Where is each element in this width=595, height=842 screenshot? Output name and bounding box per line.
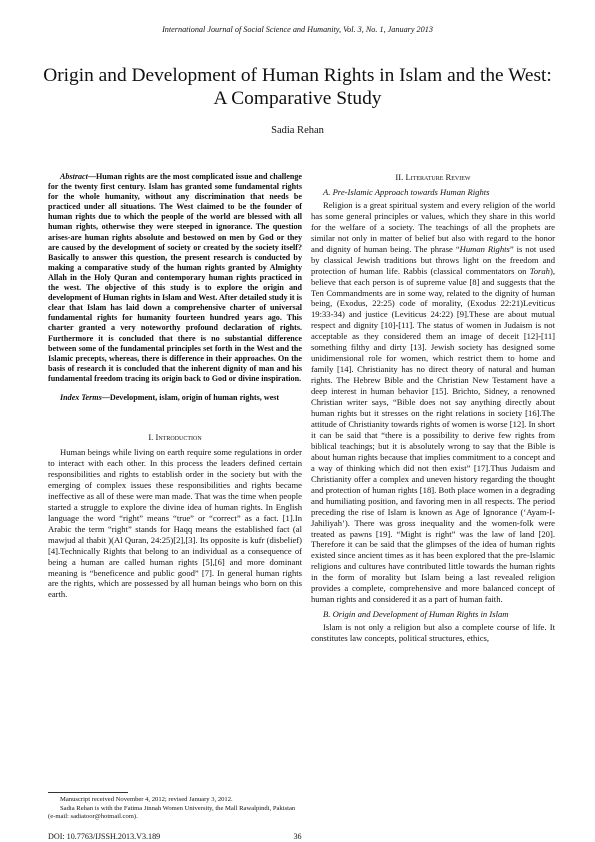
author-name: Sadia Rehan [271, 125, 324, 136]
abstract-text: —Human rights are the most complicated issue and challenge for the twenty first century. Islam has granted some fundamental rights for the whole humanity, without any discrimination that needs be practiced under all situations. The West claimed to be the founder of human rights due to which the people of the world are blessed with all human rights, otherwise they were steeped in ignorance. The question arises-are human rights absolute and bestowed on men by God or they are caused by the development of society or created by the society itself? Basically to answer this question, the present research is conducted by making a comparative study of the human rights granted by Almighty Allah in the Holy Quran and contemporary human rights practiced in the west. The objective of this study is to explore the origin and development of Human rights in Islam and West. After detailed study it is clear that Islam has laid down a comprehensive charter of universal fundamental rights for humanity fourteen hundred years ago. This charter granted a very noteworthy profound declaration of rights. Furthermore it is concluded that there is no substantial difference between some of the fundamental principles set forth in the West and the Islamic precepts, whereas, there is difference in their approaches. On the basis of research it is concluded that the inherent dignity of man and his fundamental freedom tracing its origin back to God or divine inspiration. [48, 172, 302, 383]
section-numeral: II. [395, 172, 404, 182]
section-heading-lit-review [311, 172, 555, 183]
page-number: 36 [293, 832, 302, 841]
left-column [48, 172, 302, 600]
text-run: ” is not used by classical Jewish traditions but throws light on the freedom and protection of human life. Rabbis (classical commentators on [311, 243, 555, 276]
subsection-heading-b [311, 609, 555, 620]
emphasis-text: Torah [529, 265, 550, 276]
section-heading-intro [48, 432, 302, 443]
section-numeral: I. [148, 432, 154, 443]
doi-link[interactable]: DOI: 10.7763/IJSSH.2013.V3.189 [48, 832, 161, 841]
index-terms-lead: Index Terms [60, 392, 102, 402]
subsection-label: A. [323, 186, 331, 197]
lit-review-paragraph-b: Islam is not only a religion but also a complete course of life. It constitutes law concepts, political structures, ethics, [311, 622, 555, 644]
index-terms [48, 393, 302, 403]
index-terms-text: —Development, islam, origin of human rights, west [101, 392, 280, 402]
right-column [311, 172, 555, 644]
text-run: ), believe that each person is of supreme value [8] and suggests that the Ten Commandments are in some way, related to the dignity of human being, (Exodus, 22:25) code of morality, (Exodus 22:21)Leviticus 19:33-34) and justice (Leviticus 24:22) [9].These are about mutual respect and dignity [10]-[11]. The status of women in Judaism is not acceptable as they considered them an image of deceit [12]-[11] something filthy and dirty [13]. Jewish society has designed some unidimensional role for women, which restrict them to home and family [14]. Christianity has no direct theory of natural and human rights. The Hebrew Bible and the Christian New Testament have a deep interest in human behavior [15]. Brichto, Sidney, a renowned Christian writer says, “Bible does not say anything directly about human rights but it stresses on the right relations in society [16].The attitude of Christianity towards rights of women is worse [12]. In short it can be said that “there is a possibility to derive few rights from biblical teachings; but it is absolutely wrong to say that the Bible is about human rights because that implies commitment to a concept and a way of thinking which did not then exist” [17].Thus Judaism and Christianity offer a complex and uneven history regarding the thought and protection of human rights [18]. Both place women in a degrading and humiliating position, and favoring men in all respects. The period preceding the rise of Islam is known as Age of Ignorance (‘Ayam-I-Jahiliyah’). There was gross inequality and the women-folk were treated as pawns [19]. “Might is right” was the law of land [20]. Therefore it can be said that the glimpses of the idea of human rights existed since ancient times as it has been explored that the pre-Islamic religions and cultures have contributed little towards the human rights in the form of morality but Islam being a last revealed religion provides a complete, comprehensive and more balanced concept of human rights and considered it as a part of human faith. [311, 265, 555, 605]
lit-review-paragraph-a [311, 200, 555, 605]
subsection-title: Origin and Development of Human Rights in Islam [332, 609, 509, 620]
abstract-lead: Abstract [60, 172, 88, 181]
section-title: Introduction [155, 432, 202, 443]
subsection-title: Pre-Islamic Approach towards Human Rights [332, 186, 490, 197]
footnotes [48, 796, 302, 822]
intro-paragraph: Human beings while living on earth require some regulations in order to interact with each other. In this process the leaders defined certain responsibilities and rights to establish order in the society but with the emerging of complex issues these responsibilities and rights became ineffective as all of these were man made. That was the time when people started a struggle to explore the divine idea of human rights. In English language the word “right” means “true” or “correct” as a fact. [1].In Arabic the term “right” stands for Haqq means the established fact (al mawjud al thabit )(Al Quran, 24:25)[2],[3]. Its opposite is kufr (disbelief) [4].Technically Rights that belong to an individual as a consequence of being a human are called human rights [5],[6] and more dominant meaning is “beneficence and public good” [7]. In general human rights are the rights, which are possessed by all human beings who born on this earth. [48, 447, 302, 600]
running-head: International Journal of Social Science and Humanity, Vol. 3, No. 1, January 2013 [162, 25, 433, 34]
emphasis-text: Human Rights [459, 243, 510, 254]
abstract [48, 172, 302, 384]
footnote-affiliation: Sadia Rehan is with the Fatima Jinnah Women University, the Mall Rawalpindi, Pakistan (e-mail: sadiatoor@hotmail.com). [48, 804, 296, 821]
subsection-label: B. [323, 609, 331, 620]
section-title: Literature Review [405, 172, 471, 182]
subsection-heading-a [311, 187, 555, 198]
footnote-rule [48, 792, 128, 793]
paper-title: Origin and Development of Human Rights in Islam and the West: A Comparative Study [43, 65, 552, 109]
footnote-received: Manuscript received November 4, 2012; revised January 3, 2012. [60, 796, 233, 803]
text-run: Religion is a great spiritual system and every religion of the world has some general principles or values, which they share in this world for the welfare of a society. The teachings of all the prophets are similar not only in matter of belief but also with regard to the honor and dignity of human being. The phrase “ [311, 199, 555, 254]
